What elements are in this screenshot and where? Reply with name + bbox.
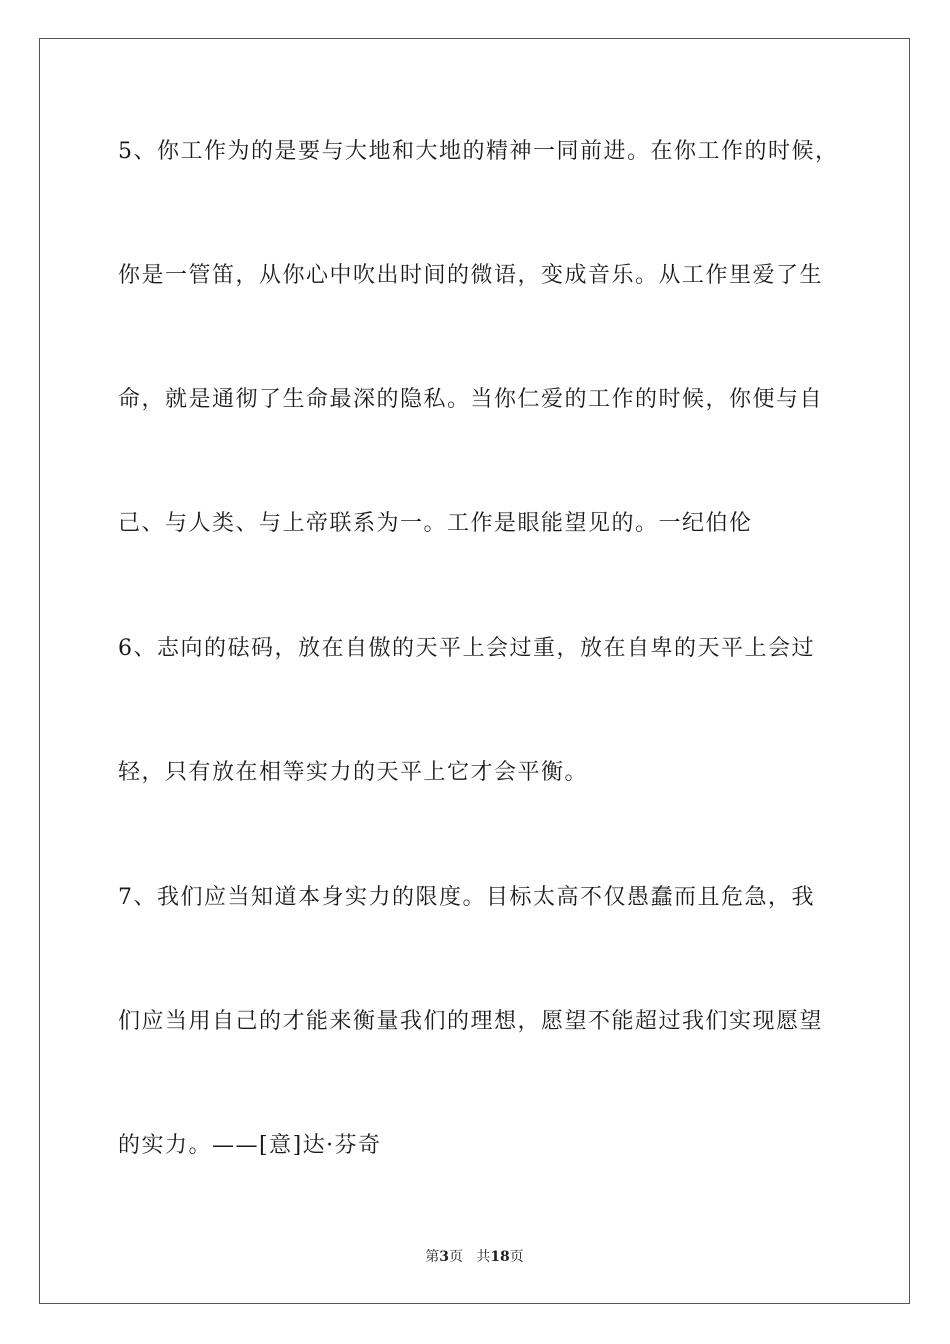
- page-total: 18: [490, 1249, 510, 1265]
- text-line: 5、你工作为的是要与大地和大地的精神一同前进。在你工作的时候，: [118, 139, 839, 164]
- text-line: 己、与人类、与上帝联系为一。工作是眼能望见的。一纪伯伦: [118, 511, 753, 536]
- page-footer: [40, 1246, 909, 1266]
- text-line: 6、志向的砝码，放在自傲的天平上会过重，放在自卑的天平上会过: [118, 636, 815, 661]
- total-unit: 页: [509, 1249, 524, 1265]
- page-current: 3: [439, 1249, 449, 1265]
- text-line: 轻，只有放在相等实力的天平上它才会平衡。: [118, 760, 589, 785]
- text-line: 7、我们应当知道本身实力的限度。目标太高不仅愚蠢而且危急，我: [118, 885, 815, 910]
- text-line: 你是一管笛，从你心中吹出时间的微语，变成音乐。从工作里爱了生: [118, 263, 824, 288]
- page-unit: 页: [448, 1249, 463, 1265]
- document-page: [39, 38, 910, 1304]
- text-line: 的实力。——[意]达·芬奇: [118, 1133, 382, 1158]
- text-line: 们应当用自己的才能来衡量我们的理想，愿望不能超过我们实现愿望: [118, 1009, 824, 1034]
- total-prefix: 共: [476, 1249, 491, 1265]
- text-line: 命，就是通彻了生命最深的隐私。当你仁爱的工作的时候，你便与自: [118, 387, 824, 412]
- page-prefix: 第: [425, 1249, 440, 1265]
